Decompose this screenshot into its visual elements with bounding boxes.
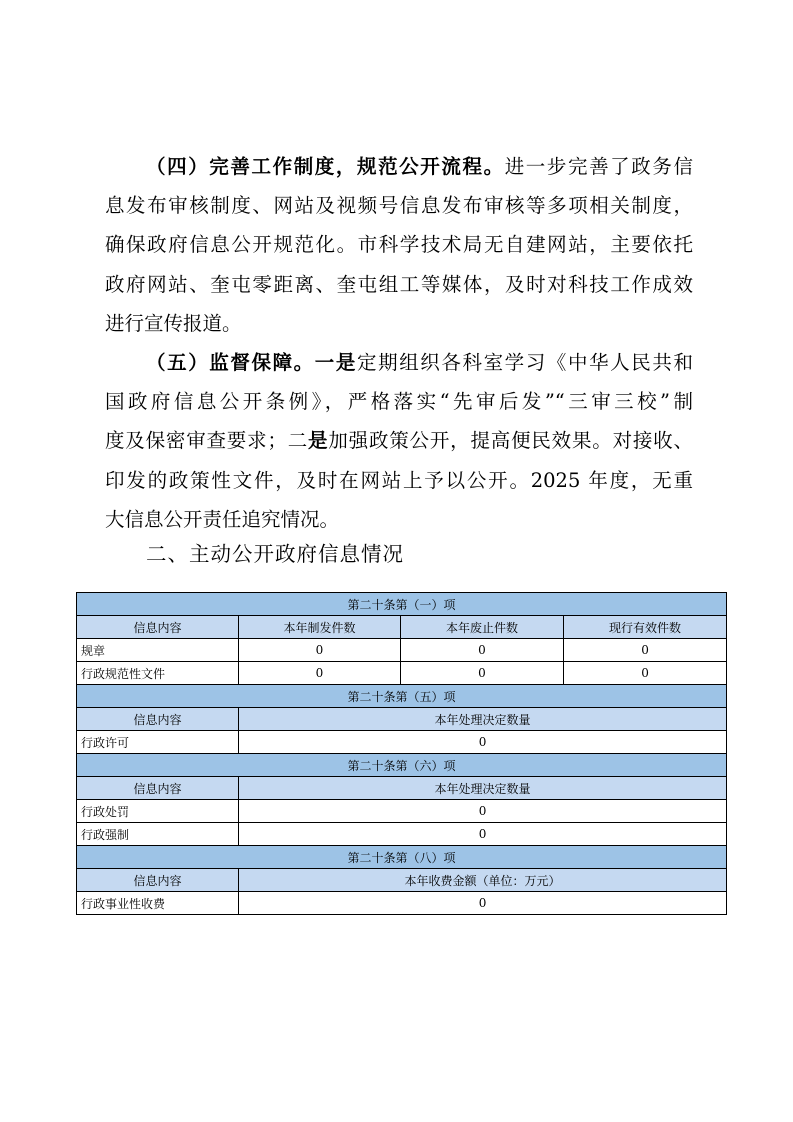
- cell-value: 0: [239, 639, 401, 662]
- paragraph-line: 印发的政策性文件，及时在网站上予以公开。2025 年度，无重: [105, 468, 693, 492]
- column-header: 信息内容: [77, 708, 239, 731]
- section-title: 第二十条第（五）项: [77, 685, 727, 708]
- section-heading: 二、主动公开政府信息情况: [146, 542, 404, 566]
- header-row: [77, 869, 727, 892]
- row-label: 行政处罚: [77, 800, 239, 823]
- cell-value: 0: [239, 662, 401, 685]
- section-row: [77, 754, 727, 777]
- column-header: 信息内容: [77, 777, 239, 800]
- section-row: [77, 846, 727, 869]
- cell-value: 0: [239, 731, 727, 754]
- row-label: 规章: [77, 639, 239, 662]
- paragraph-line: 进行宣传报道。: [105, 311, 242, 335]
- paragraph-line: 息发布审核制度、网站及视频号信息发布审核等多项相关制度，: [105, 194, 693, 218]
- row-label: 行政事业性收费: [77, 892, 239, 915]
- publication-table: [76, 592, 727, 915]
- section-title: 第二十条第（六）项: [77, 754, 727, 777]
- cell-value: 0: [401, 662, 564, 685]
- table-row: [77, 892, 727, 915]
- section-row: [77, 685, 727, 708]
- paragraph-line: 政府网站、奎屯零距离、奎屯组工等媒体，及时对科技工作成效: [105, 272, 693, 296]
- paragraph-work-system: [105, 147, 693, 343]
- column-header: 信息内容: [77, 869, 239, 892]
- table-row: [77, 639, 727, 662]
- table-row: [77, 731, 727, 754]
- column-header: 现行有效件数: [564, 616, 727, 639]
- row-label: 行政规范性文件: [77, 662, 239, 685]
- header-row: [77, 616, 727, 639]
- paragraph-line: 度及保密审查要求；二是加强政策公开，提高便民效果。对接收、: [105, 429, 693, 453]
- row-label: 行政强制: [77, 823, 239, 846]
- header-row: [77, 708, 727, 731]
- paragraph-line: 大信息公开责任追究情况。: [105, 507, 340, 531]
- column-header: 本年处理决定数量: [239, 708, 727, 731]
- table-row: [77, 662, 727, 685]
- paragraph-lead: （五）监督保障。: [146, 351, 315, 374]
- row-label: 行政许可: [77, 731, 239, 754]
- paragraph-line: （五）监督保障。一是定期组织各科室学习《中华人民共和: [146, 351, 693, 374]
- header-row: [77, 777, 727, 800]
- paragraph-line: 国政府信息公开条例》，严格落实“先审后发”“三审三校”制: [105, 390, 693, 414]
- section-title: 第二十条第（八）项: [77, 846, 727, 869]
- paragraph-supervision: [105, 343, 693, 539]
- paragraph-lead: （四）完善工作制度，规范公开流程。: [146, 155, 505, 178]
- section-row: [77, 593, 727, 616]
- cell-value: 0: [564, 662, 727, 685]
- cell-value: 0: [239, 892, 727, 915]
- cell-value: 0: [239, 800, 727, 823]
- paragraph-line: 确保政府信息公开规范化。市科学技术局无自建网站，主要依托: [105, 233, 693, 257]
- paragraph-line: （四）完善工作制度，规范公开流程。进一步完善了政务信: [146, 155, 693, 178]
- column-header: 本年制发件数: [239, 616, 401, 639]
- column-header: 本年废止件数: [401, 616, 564, 639]
- column-header: 本年收费金额（单位：万元）: [239, 869, 727, 892]
- table-row: [77, 823, 727, 846]
- section-title: 第二十条第（一）项: [77, 593, 727, 616]
- column-header: 本年处理决定数量: [239, 777, 727, 800]
- cell-value: 0: [401, 639, 564, 662]
- column-header: 信息内容: [77, 616, 239, 639]
- cell-value: 0: [239, 823, 727, 846]
- table-row: [77, 800, 727, 823]
- cell-value: 0: [564, 639, 727, 662]
